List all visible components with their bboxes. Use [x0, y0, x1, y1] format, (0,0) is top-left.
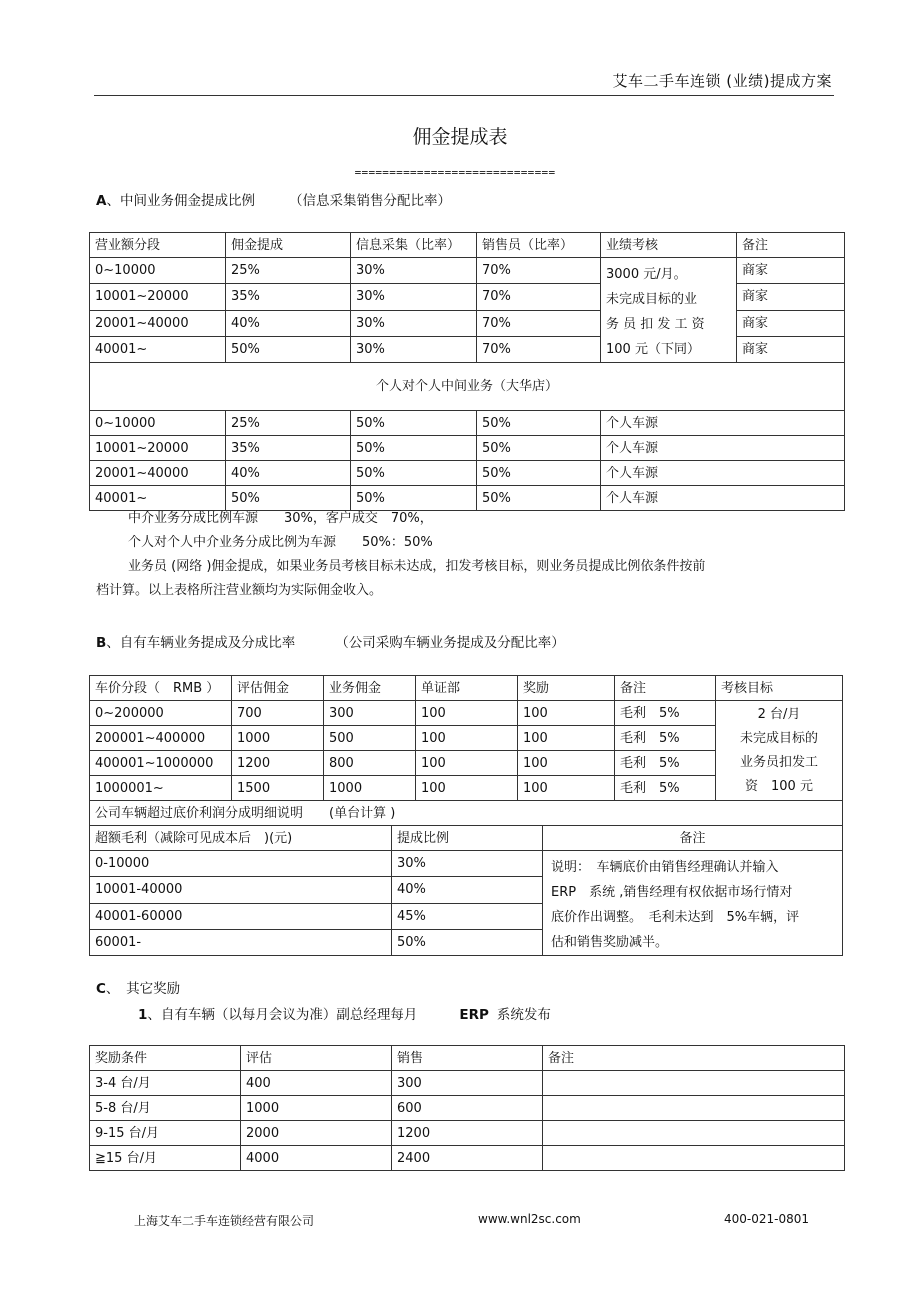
- table-cell: 30%: [351, 284, 477, 310]
- table-header-row: [90, 826, 843, 851]
- table-cell: 毛利 5%: [615, 776, 716, 801]
- table-row: [90, 436, 845, 461]
- table-row: [90, 258, 845, 284]
- section-b-heading: [96, 631, 565, 651]
- table-row: [90, 1121, 845, 1146]
- table-cell: 700: [232, 701, 324, 726]
- note-line: 个人对个人中介业务分成比例为车源 50%：50%: [128, 535, 433, 550]
- header-divider: [94, 95, 834, 96]
- table-cell: 50%: [351, 411, 477, 436]
- excess-profit-table: [89, 825, 843, 956]
- separator-line: =============================: [354, 166, 556, 179]
- table-cell: 20001~40000: [90, 461, 226, 486]
- table-cell: 50%: [226, 336, 351, 362]
- table-cell: 50%: [477, 461, 601, 486]
- note-line: 业务员 (网络 )佣金提成，如果业务员考核目标未达成，扣发考核目标，则业务员提成比例依条件按前: [128, 559, 706, 574]
- footer-phone: 400-021-0801: [724, 1212, 810, 1226]
- header-cell: 销售: [392, 1046, 543, 1071]
- table-cell: 70%: [477, 258, 601, 284]
- table-cell: 9-15 台/月: [90, 1121, 241, 1146]
- footer-website: www.wnl2sc.com: [478, 1212, 581, 1226]
- note-line: 档计算。以上表格所注营业额均为实际佣金收入。: [96, 583, 383, 598]
- header-cell: 车价分段（ RMB ）: [90, 676, 232, 701]
- table-cell: 800: [324, 751, 416, 776]
- section-b-title: 、自有车辆业务提成及分成比率: [106, 635, 296, 651]
- table-cell: ≧15 台/月: [90, 1146, 241, 1171]
- table-cell: 45%: [392, 903, 543, 929]
- excess-note-line: 说明： 车辆底价由销售经理确认并输入: [551, 860, 779, 875]
- table-cell: 100: [416, 701, 518, 726]
- page-title: 佣金提成表: [412, 126, 508, 148]
- table-section-row: [90, 801, 843, 826]
- table-cell: [543, 1096, 845, 1121]
- target-cell: [716, 701, 843, 801]
- table-cell: 60001-: [90, 929, 392, 955]
- table-cell: 1000: [324, 776, 416, 801]
- header-cell: 备注: [543, 826, 843, 851]
- table-cell: 个人车源: [601, 436, 845, 461]
- table-cell: 毛利 5%: [615, 751, 716, 776]
- table-row: [90, 701, 843, 726]
- table-header-row: [90, 1046, 845, 1071]
- table-cell: 100: [518, 751, 615, 776]
- table-cell: 3-4 台/月: [90, 1071, 241, 1096]
- target-line: 3000 元/月。: [606, 267, 687, 282]
- table-cell: 400001~1000000: [90, 751, 232, 776]
- table-cell: 30%: [392, 851, 543, 877]
- table-cell: 35%: [226, 436, 351, 461]
- header-cell: 备注: [737, 233, 845, 258]
- table-cell: 50%: [392, 929, 543, 955]
- table-cell: 10001~20000: [90, 436, 226, 461]
- table-cell: 40%: [226, 310, 351, 336]
- table-cell: [543, 1121, 845, 1146]
- section-a-label: A: [96, 193, 107, 209]
- table-cell: 1200: [232, 751, 324, 776]
- table-cell: 50%: [477, 436, 601, 461]
- table-cell: 70%: [477, 284, 601, 310]
- section-a-title: 、中间业务佣金提成比例: [106, 193, 255, 209]
- table-cell: 50%: [226, 486, 351, 511]
- table-cell: 400: [241, 1071, 392, 1096]
- section-a-subtitle: （信息采集销售分配比率）: [288, 193, 451, 209]
- table-cell: 100: [416, 751, 518, 776]
- section-c-item-erp: ERP: [459, 1007, 489, 1023]
- table-section-row: [90, 363, 845, 411]
- section-row-label: 个人对个人中间业务（大华店）: [90, 363, 845, 411]
- header-cell: 奖励: [518, 676, 615, 701]
- target-line: 未完成目标的业: [606, 292, 698, 307]
- table-cell: 200001~400000: [90, 726, 232, 751]
- table-cell: 10001-40000: [90, 877, 392, 903]
- target-line: 业务员扣发工: [739, 754, 818, 770]
- table-cell: 个人车源: [601, 486, 845, 511]
- table-cell: [543, 1146, 845, 1171]
- table-cell: 300: [392, 1071, 543, 1096]
- table-cell: 30%: [351, 258, 477, 284]
- table-cell: 0~10000: [90, 258, 226, 284]
- excess-note-line: 估和销售奖励减半。: [551, 935, 669, 950]
- header-title: 艾车二手车连锁 (业绩)提成方案: [612, 72, 832, 90]
- table-header-row: [90, 233, 845, 258]
- table-row: [90, 1071, 845, 1096]
- header-cell: 备注: [615, 676, 716, 701]
- commission-table-b: [89, 675, 843, 826]
- section-c-item: [138, 1003, 551, 1023]
- table-cell: 100: [518, 776, 615, 801]
- note-line: 中介业务分成比例车源 30%，客户成交 70%，: [128, 511, 433, 526]
- excess-note-line: 底价作出调整。 毛利未达到 5%车辆，评: [551, 910, 800, 925]
- table-cell: 600: [392, 1096, 543, 1121]
- table-cell: 商家: [737, 258, 845, 284]
- table-cell: 1000: [232, 726, 324, 751]
- table-row: [90, 851, 843, 877]
- table-cell: 70%: [477, 310, 601, 336]
- section-c-title: 、 其它奖励: [105, 981, 181, 997]
- table-row: [90, 1146, 845, 1171]
- table-cell: 50%: [351, 486, 477, 511]
- performance-target-cell: [601, 258, 737, 363]
- table-cell: 100: [416, 726, 518, 751]
- footer-company: 上海艾车二手车连锁经营有限公司: [134, 1214, 315, 1228]
- table-cell: 1500: [232, 776, 324, 801]
- table-cell: 50%: [351, 461, 477, 486]
- table-cell: 25%: [226, 411, 351, 436]
- table-cell: 毛利 5%: [615, 701, 716, 726]
- table-cell: 个人车源: [601, 411, 845, 436]
- target-line: 100 元（下同）: [606, 342, 700, 357]
- section-a-heading: [96, 189, 451, 209]
- table-cell: 40001-60000: [90, 903, 392, 929]
- header-cell: 评估佣金: [232, 676, 324, 701]
- table-cell: 50%: [351, 436, 477, 461]
- header-cell: 超额毛利（减除可见成本后 )(元): [90, 826, 392, 851]
- section-c-item-number: 1: [138, 1007, 148, 1023]
- table-cell: 25%: [226, 258, 351, 284]
- table-cell: 30%: [351, 310, 477, 336]
- table-cell: 商家: [737, 336, 845, 362]
- table-header-row: [90, 676, 843, 701]
- table-cell: 0-10000: [90, 851, 392, 877]
- section-c-item-tail: 系统发布: [496, 1007, 551, 1023]
- table-cell: 0~200000: [90, 701, 232, 726]
- table-row: [90, 461, 845, 486]
- table-cell: 20001~40000: [90, 310, 226, 336]
- table-cell: 50%: [477, 411, 601, 436]
- section-c-heading: [96, 977, 180, 997]
- header-cell: 评估: [241, 1046, 392, 1071]
- target-line: 务 员 扣 发 工 资: [606, 317, 705, 332]
- section-b-subtitle: （公司采购车辆业务提成及分配比率）: [335, 635, 565, 651]
- table-cell: 500: [324, 726, 416, 751]
- table-cell: 0~10000: [90, 411, 226, 436]
- table-cell: 100: [518, 701, 615, 726]
- target-line: 资 100 元: [745, 778, 813, 794]
- header-cell: 业绩考核: [601, 233, 737, 258]
- table-cell: 商家: [737, 310, 845, 336]
- header-cell: 奖励条件: [90, 1046, 241, 1071]
- excess-note-line: ERP 系统 ,销售经理有权依据市场行情对: [551, 885, 793, 900]
- table-cell: 100: [416, 776, 518, 801]
- header-cell: 销售员（比率）: [477, 233, 601, 258]
- excess-note-cell: [543, 851, 843, 956]
- table-cell: 30%: [351, 336, 477, 362]
- table-cell: 1000001~: [90, 776, 232, 801]
- section-c-item-text: 、自有车辆（以每月会议为准）副总经理每月: [147, 1007, 418, 1023]
- header-cell: 提成比例: [392, 826, 543, 851]
- table-cell: 1000: [241, 1096, 392, 1121]
- section-b-label: B: [96, 635, 107, 651]
- header-cell: 备注: [543, 1046, 845, 1071]
- header-cell: 营业额分段: [90, 233, 226, 258]
- commission-table-a: [89, 232, 845, 511]
- table-cell: 50%: [477, 486, 601, 511]
- table-cell: 40%: [226, 461, 351, 486]
- table-cell: 100: [518, 726, 615, 751]
- table-cell: 2400: [392, 1146, 543, 1171]
- table-cell: 4000: [241, 1146, 392, 1171]
- table-cell: [543, 1071, 845, 1096]
- target-line: 2 台/月: [757, 706, 801, 722]
- bonus-table: [89, 1045, 845, 1171]
- table-cell: 70%: [477, 336, 601, 362]
- table-cell: 毛利 5%: [615, 726, 716, 751]
- header-cell: 信息采集（比率）: [351, 233, 477, 258]
- table-cell: 40%: [392, 877, 543, 903]
- table-cell: 1200: [392, 1121, 543, 1146]
- table-cell: 35%: [226, 284, 351, 310]
- header-cell: 考核目标: [716, 676, 843, 701]
- table-cell: 40001~: [90, 486, 226, 511]
- table-cell: 商家: [737, 284, 845, 310]
- header-cell: 单证部: [416, 676, 518, 701]
- table-cell: 个人车源: [601, 461, 845, 486]
- header-cell: 业务佣金: [324, 676, 416, 701]
- table-cell: 10001~20000: [90, 284, 226, 310]
- excess-profit-title: 公司车辆超过底价利润分成明细说明 (单台计算 ): [90, 801, 843, 826]
- table-cell: 2000: [241, 1121, 392, 1146]
- table-cell: 40001~: [90, 336, 226, 362]
- table-cell: 300: [324, 701, 416, 726]
- table-cell: 5-8 台/月: [90, 1096, 241, 1121]
- section-c-label: C: [96, 981, 106, 997]
- header-cell: 佣金提成: [226, 233, 351, 258]
- table-row: [90, 1096, 845, 1121]
- table-row: [90, 411, 845, 436]
- target-line: 未完成目标的: [739, 730, 818, 746]
